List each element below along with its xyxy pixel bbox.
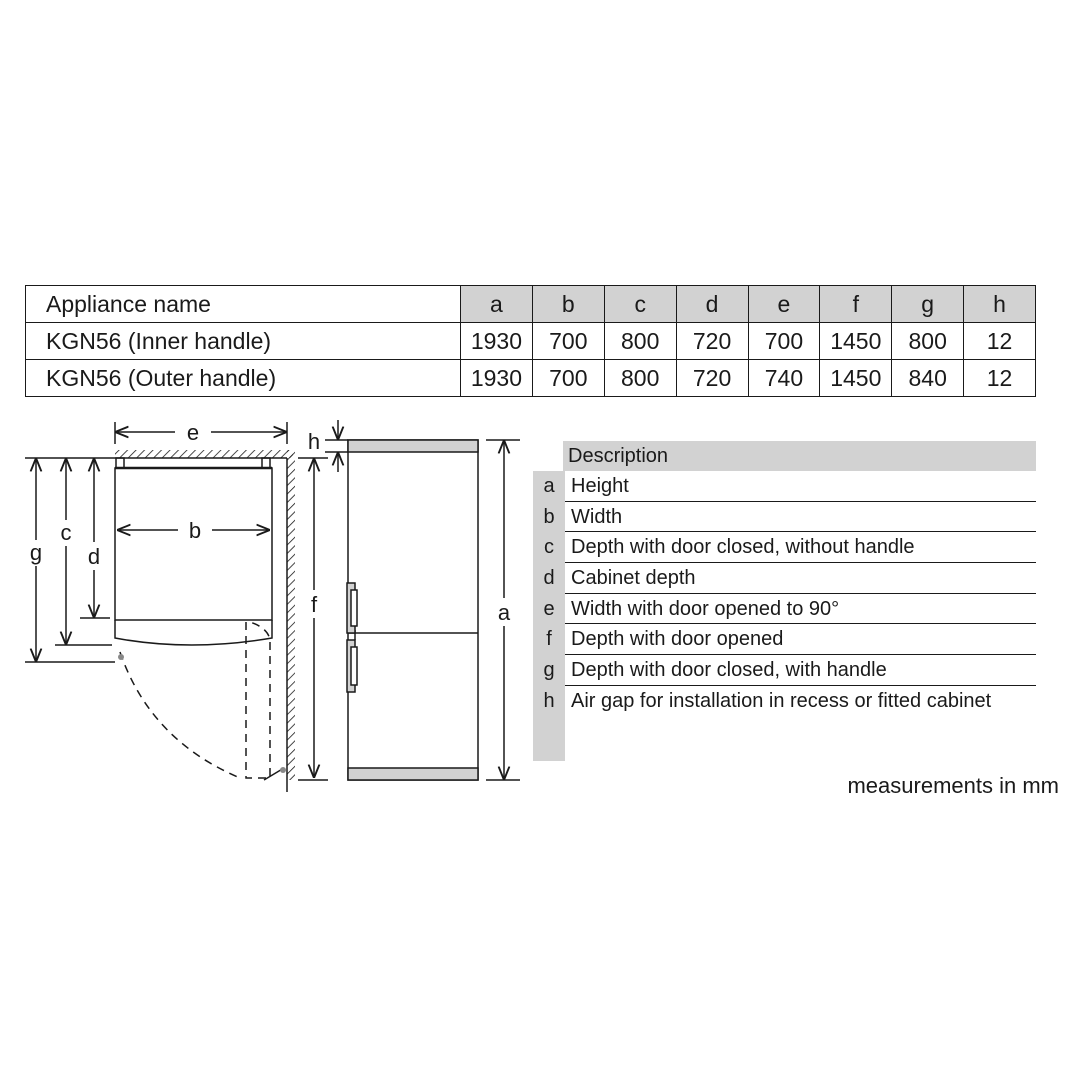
hinge-point bbox=[280, 767, 286, 773]
label-d: d bbox=[87, 544, 101, 569]
table-cell: 12 bbox=[964, 360, 1036, 397]
legend-row bbox=[533, 594, 1036, 625]
table-cell: 700 bbox=[532, 360, 604, 397]
table-cell: 720 bbox=[676, 323, 748, 360]
table-cell: 12 bbox=[964, 323, 1036, 360]
description-legend bbox=[533, 441, 1036, 761]
appliance-top-cap bbox=[348, 440, 478, 452]
column-header-b: b bbox=[532, 286, 604, 323]
appliance-name-cell: KGN56 (Outer handle) bbox=[26, 360, 461, 397]
legend-text: Width bbox=[565, 502, 1036, 533]
door-swing-arc bbox=[120, 652, 240, 778]
legend-text: Height bbox=[565, 471, 1036, 502]
legend-row bbox=[533, 655, 1036, 686]
top-view bbox=[25, 420, 328, 792]
legend-header bbox=[533, 441, 1036, 471]
table-cell: 1450 bbox=[820, 323, 892, 360]
label-c: c bbox=[60, 520, 72, 545]
column-header-a: a bbox=[461, 286, 533, 323]
table-cell: 800 bbox=[604, 323, 676, 360]
label-f: f bbox=[310, 592, 318, 617]
legend-text: Air gap for installation in recess or fitted cabinet bbox=[571, 689, 992, 712]
column-header-appliance-name: Appliance name bbox=[26, 286, 461, 323]
legend-row bbox=[533, 471, 1036, 502]
legend-row bbox=[533, 502, 1036, 533]
legend-key: b bbox=[533, 502, 565, 533]
table-cell: 740 bbox=[748, 360, 820, 397]
side-view bbox=[325, 420, 520, 780]
legend-row bbox=[533, 686, 1036, 717]
wall-hatching-top bbox=[115, 450, 293, 458]
legend-row bbox=[533, 624, 1036, 655]
table-cell: 800 bbox=[892, 323, 964, 360]
door-closed bbox=[115, 620, 272, 645]
column-header-d: d bbox=[676, 286, 748, 323]
legend-key: f bbox=[533, 624, 565, 655]
hinge-point bbox=[118, 654, 124, 660]
legend-row bbox=[533, 563, 1036, 594]
units-note: measurements in mm bbox=[847, 773, 1059, 798]
legend-key: e bbox=[533, 594, 565, 625]
label-b: b bbox=[188, 518, 202, 543]
column-header-h: h bbox=[964, 286, 1036, 323]
freezer-handle-icon bbox=[351, 647, 357, 685]
legend-key: h bbox=[533, 686, 565, 717]
legend-key: a bbox=[533, 471, 565, 502]
legend-text: Depth with door closed, without handle bbox=[565, 532, 1036, 563]
legend-text: Depth with door opened bbox=[565, 624, 1036, 655]
table-cell: 840 bbox=[892, 360, 964, 397]
cabinet-outline bbox=[115, 468, 272, 620]
legend-key: g bbox=[533, 655, 565, 686]
legend-key: c bbox=[533, 532, 565, 563]
legend-text: Width with door opened to 90° bbox=[565, 594, 1036, 625]
table-cell: 1930 bbox=[461, 360, 533, 397]
column-header-e: e bbox=[748, 286, 820, 323]
legend-text: Depth with door closed, with handle bbox=[565, 655, 1036, 686]
appliance-name-cell: KGN56 (Inner handle) bbox=[26, 323, 461, 360]
legend-key: d bbox=[533, 563, 565, 594]
appliance-body bbox=[348, 440, 478, 780]
legend-text: Cabinet depth bbox=[565, 563, 1036, 594]
table-cell: 800 bbox=[604, 360, 676, 397]
table-cell: 1930 bbox=[461, 323, 533, 360]
appliance-plinth bbox=[348, 768, 478, 780]
label-a: a bbox=[497, 600, 511, 625]
table-cell: 720 bbox=[676, 360, 748, 397]
legend-row bbox=[533, 532, 1036, 563]
label-e: e bbox=[186, 420, 200, 445]
wall-hatching-right bbox=[287, 450, 295, 780]
table-cell: 700 bbox=[532, 323, 604, 360]
label-g: g bbox=[29, 540, 43, 565]
table-cell: 1450 bbox=[820, 360, 892, 397]
label-h: h bbox=[307, 429, 321, 454]
column-header-c: c bbox=[604, 286, 676, 323]
table-cell: 700 bbox=[748, 323, 820, 360]
spacer bbox=[116, 458, 124, 468]
door-opened bbox=[246, 622, 270, 778]
column-header-f: f bbox=[820, 286, 892, 323]
column-header-g: g bbox=[892, 286, 964, 323]
spacer bbox=[262, 458, 270, 468]
legend-header-label: Description bbox=[563, 441, 1036, 471]
fridge-handle-icon bbox=[351, 590, 357, 626]
